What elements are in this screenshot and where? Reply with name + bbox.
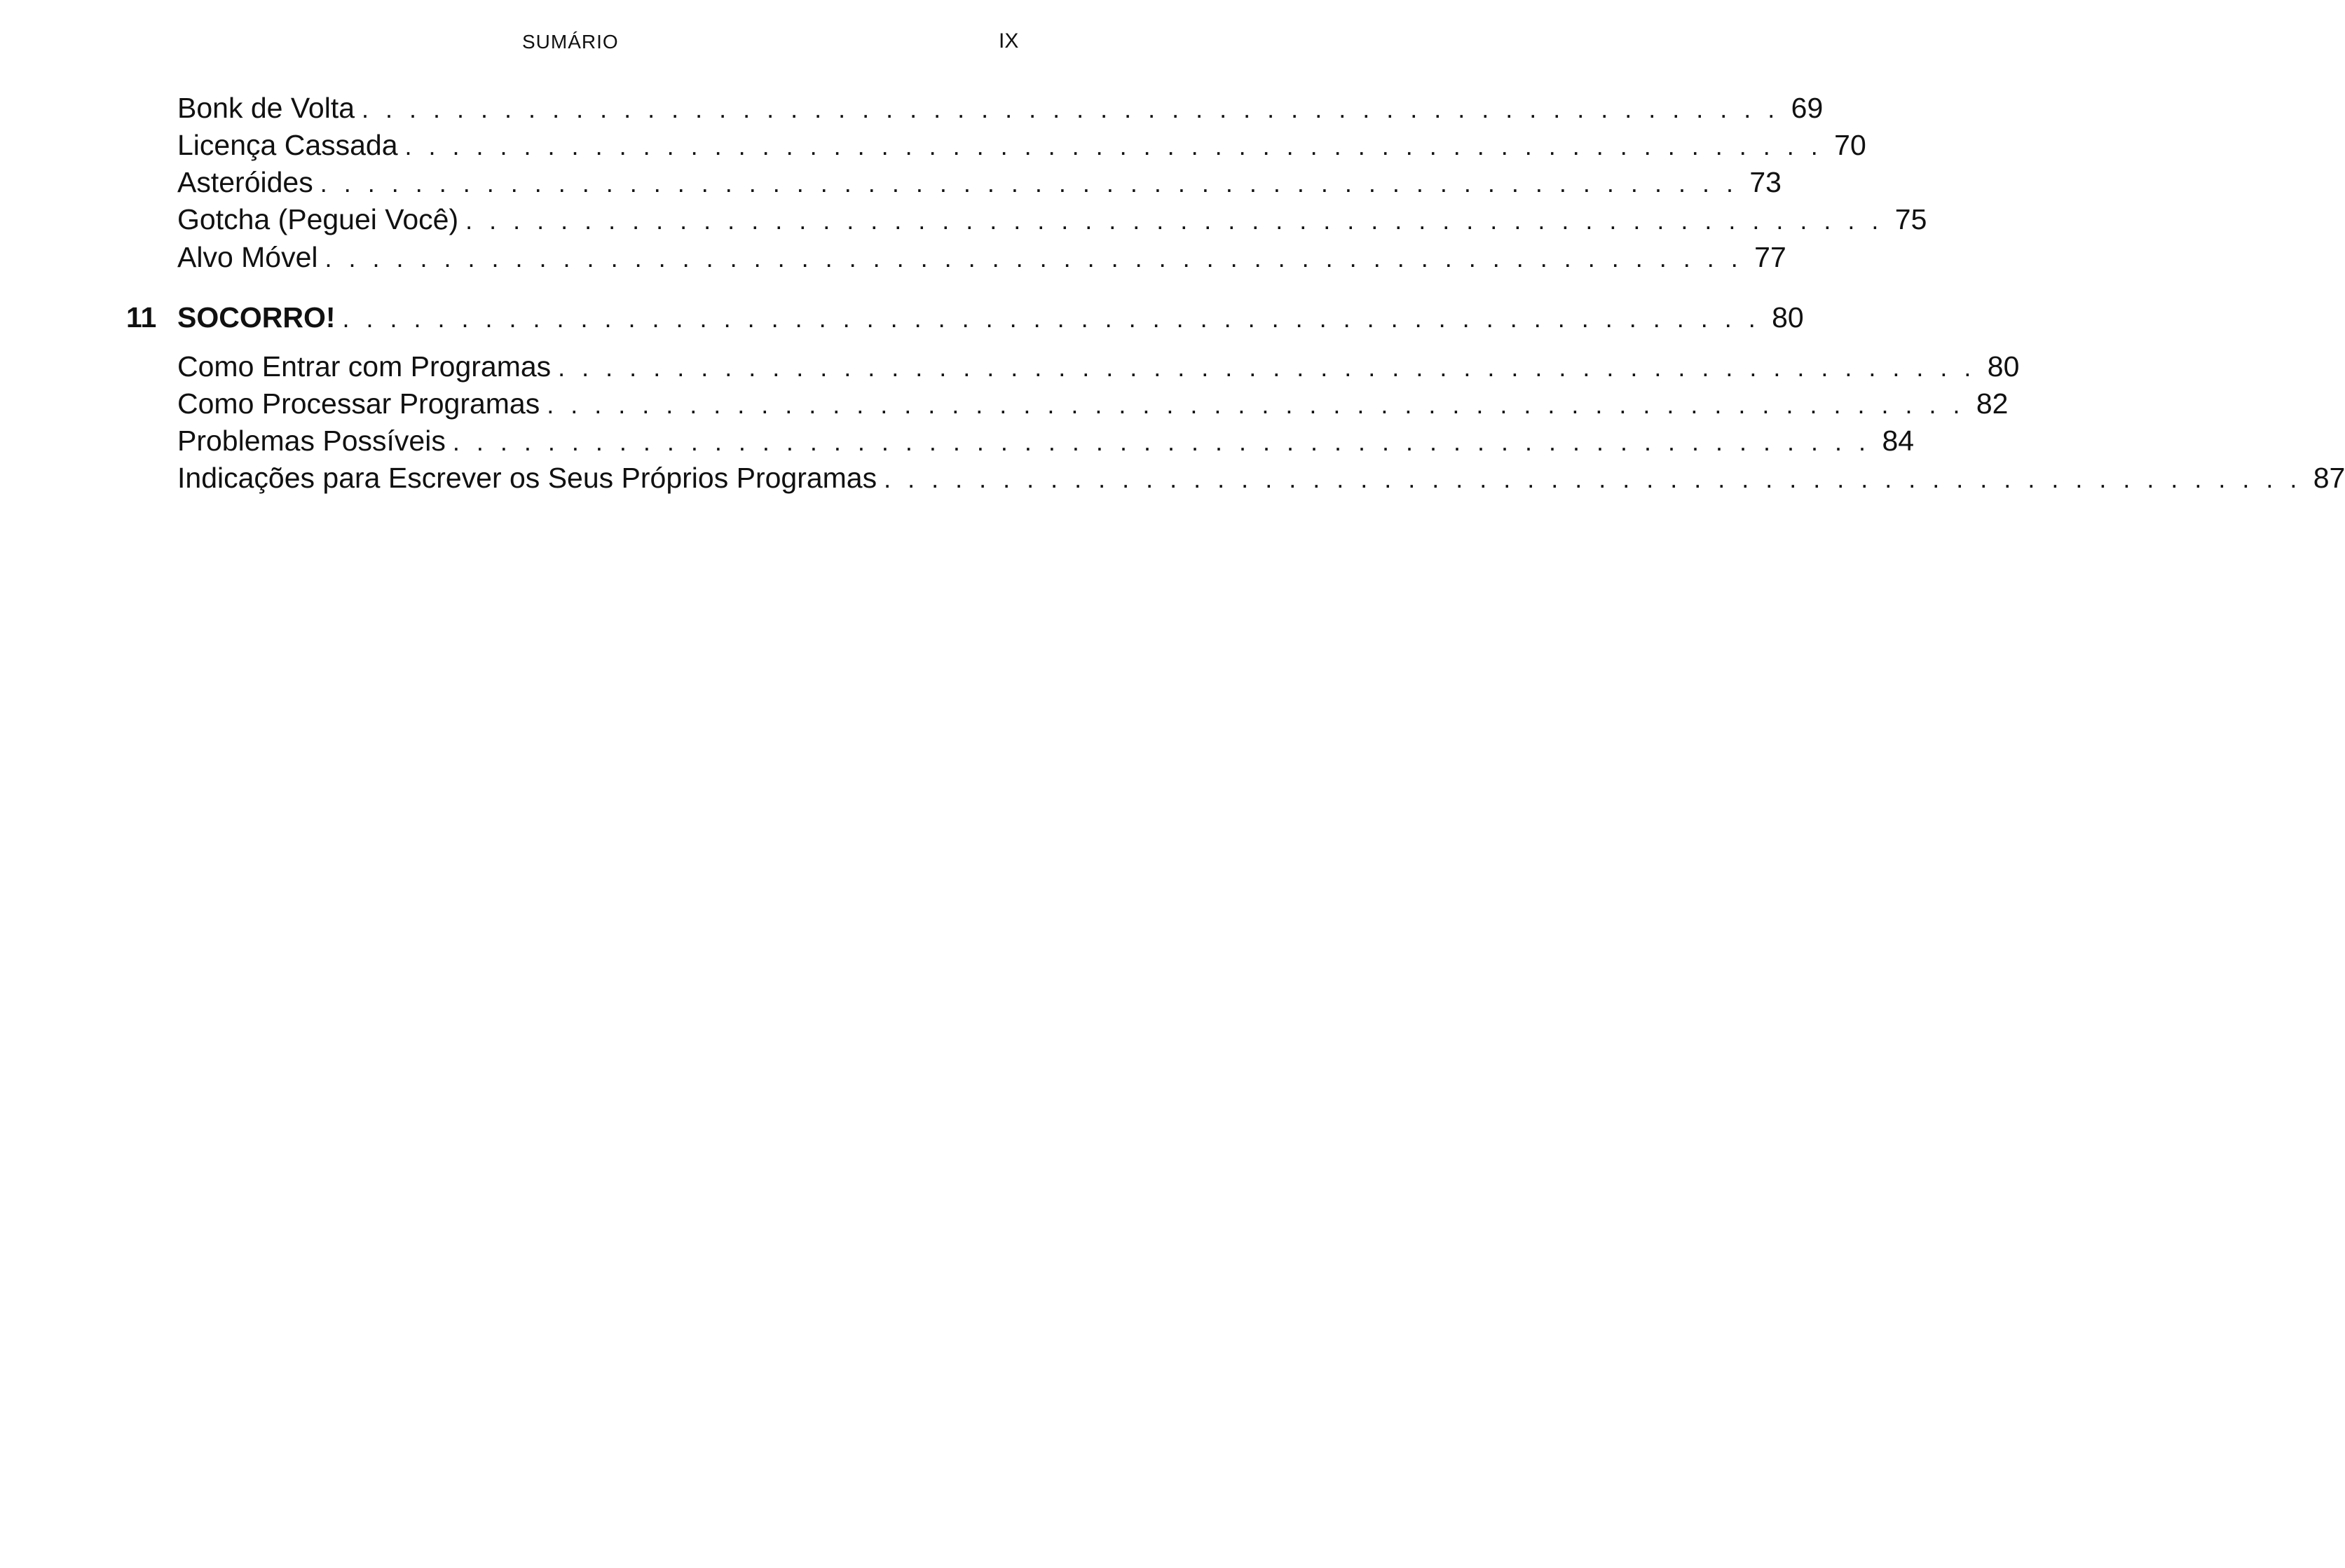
toc-entry[interactable] xyxy=(177,348,2020,385)
toc-entry-title: Asteróides xyxy=(177,166,313,198)
toc-entry[interactable] xyxy=(177,164,1782,200)
toc-page-number: 80 xyxy=(1772,301,1804,333)
toc-entry-title: Como Entrar com Programas xyxy=(177,350,552,383)
toc-page-number: 75 xyxy=(1894,203,1927,235)
dot-leader: . . . . . . . . . . . . . . . . . . . . . . . . . . . . . . . . . . . . . . . . . . . . . . . . . . . . . . . . . . . . xyxy=(465,206,1884,235)
toc-page-number: 84 xyxy=(1882,425,1915,457)
dot-leader: . . . . . . . . . . . . . . . . . . . . . . . . . . . . . . . . . . . . . . . . . . . . . . . . . . . . . . . . . . . . xyxy=(320,169,1738,198)
toc-entry-title: Problemas Possíveis xyxy=(177,425,446,457)
running-head-title: SUMÁRIO xyxy=(522,31,619,53)
toc-page-number: 80 xyxy=(1987,350,2020,383)
dot-leader: . . . . . . . . . . . . . . . . . . . . . . . . . . . . . . . . . . . . . . . . . . . . . . . . . . . . . . . . . . . . xyxy=(362,95,1780,123)
toc-entry-title: Bonk de Volta xyxy=(177,92,355,124)
toc-page-number: 82 xyxy=(1976,387,2009,420)
toc-chapter-entry[interactable] xyxy=(126,299,1804,336)
toc-entry-title: Como Processar Programas xyxy=(177,387,540,420)
toc-chapter-title: SOCORRO! xyxy=(177,301,336,333)
toc-page-number: 77 xyxy=(1754,241,1786,273)
dot-leader: . . . . . . . . . . . . . . . . . . . . . . . . . . . . . . . . . . . . . . . . . . . . . . . . . . . . . . . . . . . . xyxy=(404,132,1823,160)
page-folio: IX xyxy=(999,29,1019,53)
dot-leader: . . . . . . . . . . . . . . . . . . . . . . . . . . . . . . . . . . . . . . . . . . . . . . . . . . . . . . . . . . . . xyxy=(558,353,1976,382)
toc-entry[interactable] xyxy=(177,422,1915,459)
dot-leader: . . . . . . . . . . . . . . . . . . . . . . . . . . . . . . . . . . . . . . . . . . . . . . . . . . . . . . . . . . . . xyxy=(452,427,1871,456)
toc-page-number: 73 xyxy=(1749,166,1782,198)
dot-leader: . . . . . . . . . . . . . . . . . . . . . . . . . . . . . . . . . . . . . . . . . . . . . . . . . . . . . . . . . . . . xyxy=(884,465,2302,493)
toc-entry[interactable] xyxy=(177,239,1786,275)
toc-entry-title: Indicações para Escrever os Seus Próprios Programas xyxy=(177,462,877,494)
dot-leader: . . . . . . . . . . . . . . . . . . . . . . . . . . . . . . . . . . . . . . . . . . . . . . . . . . . . . . . . . . . . xyxy=(342,304,1761,333)
toc-entry-title: Alvo Móvel xyxy=(177,241,318,273)
dot-leader: . . . . . . . . . . . . . . . . . . . . . . . . . . . . . . . . . . . . . . . . . . . . . . . . . . . . . . . . . . . . xyxy=(324,244,1743,273)
toc-entry[interactable] xyxy=(177,127,1866,163)
dot-leader: . . . . . . . . . . . . . . . . . . . . . . . . . . . . . . . . . . . . . . . . . . . . . . . . . . . . . . . . . . . . xyxy=(547,390,1965,419)
toc-entry-title: Licença Cassada xyxy=(177,129,398,161)
toc-entry[interactable] xyxy=(177,460,2345,496)
toc-page-number: 87 xyxy=(2313,462,2345,494)
toc-page-number: 69 xyxy=(1791,92,1824,124)
toc-entry-title: Gotcha (Peguei Você) xyxy=(177,203,459,235)
chapter-number: 11 xyxy=(126,301,157,333)
running-head xyxy=(0,31,1125,59)
toc-entry[interactable] xyxy=(177,90,1824,126)
toc-entry[interactable] xyxy=(177,201,1927,238)
toc-page-number: 70 xyxy=(1834,129,1866,161)
toc-entry[interactable] xyxy=(177,385,2009,422)
